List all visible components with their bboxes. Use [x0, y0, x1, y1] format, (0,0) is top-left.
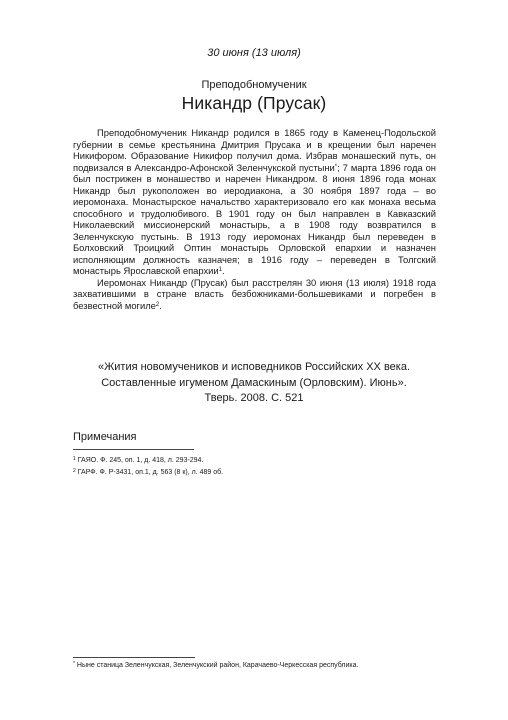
saint-rank: Преподобномученик	[201, 79, 307, 91]
footnote-marker: *	[73, 661, 75, 667]
footnote-ref-2[interactable]: 2	[155, 301, 160, 308]
biography-paragraph-2	[73, 277, 436, 312]
feast-date: 30 июня (13 июля)	[207, 47, 301, 59]
source-line-3: Тверь. 2008. С. 521	[204, 392, 304, 404]
biography-text	[73, 127, 436, 311]
note-marker: 2	[73, 468, 76, 474]
notes-divider	[73, 449, 194, 450]
footnote-text: Ныне станица Зеленчукская, Зеленчукский район, Карачаево-Черкесская республика.	[74, 662, 359, 669]
paragraph-1-end: .	[222, 265, 225, 276]
notes-list	[73, 455, 223, 479]
paragraph-2-end: .	[159, 299, 162, 311]
page-footnote	[73, 662, 358, 669]
source-line-2: Составленные игуменом Дамаскиным (Орловским). Июнь».	[101, 376, 407, 389]
saint-name-title: Никандр (Прусак)	[181, 93, 327, 113]
footnote-divider	[73, 657, 195, 658]
source-line-1: «Жития новомучеников и исповедников Российских ХХ века.	[97, 361, 411, 373]
note-text: ГАРФ. Ф. Р-3431, оп.1, д. 563 (8 к), л. 489 об.	[75, 469, 224, 476]
paragraph-2-text: Иеромонах Никандр (Прусак) был расстрелян 30 июня (13 июля) 1918 года захватившими в стране власть безбожниками-большевиками и погребен в безвестной могиле	[73, 276, 436, 311]
notes-heading: Примечания	[73, 431, 137, 443]
paragraph-1-part-a: Преподобномученик Никандр родился в 1865 году в Каменец-Подольской губернии в семье крестьянина Дмитрия Прусака и в крещении был наречен Никифором. Образование Никифор получил дома. Избрав монашеский путь, он подвизался в Александро-Афонской Зеленчукской пустыни	[73, 127, 436, 173]
paragraph-1-part-b: ; 7 марта 1896 года он был пострижен в монашество и наречен Никандром. 8 июня 1896 года монах Никандр был рукоположен во иеродиакона, а 30 ноября 1897 года – во иеромонаха. Монастырское начальство характеризовало его как монаха весьма способного и трудолюбивого. В 1901 году он был направлен в Кавказский Николаевский миссионерский монастырь, а в 1908 году возвратился в Зеленчукскую пустынь. В 1913 году иеромонах Никандр был переведен в Болховский Троицкий Оптин монастырь Орловской епархии и назначен исполняющим должность казначея; в 1916 году – переведен в Толгский монастырь Ярославской епархии	[73, 161, 436, 276]
footnote-ref-asterisk[interactable]: *	[334, 163, 338, 170]
biography-paragraph-1	[73, 127, 436, 277]
note-marker: 1	[73, 456, 76, 462]
note-item	[73, 467, 223, 479]
note-text: ГАЯО. Ф. 245, оп. 1, д. 418, л. 293-294.	[75, 457, 204, 464]
source-citation	[0, 360, 508, 407]
note-item	[73, 455, 223, 467]
footnote-ref-1[interactable]: 1	[218, 267, 222, 273]
